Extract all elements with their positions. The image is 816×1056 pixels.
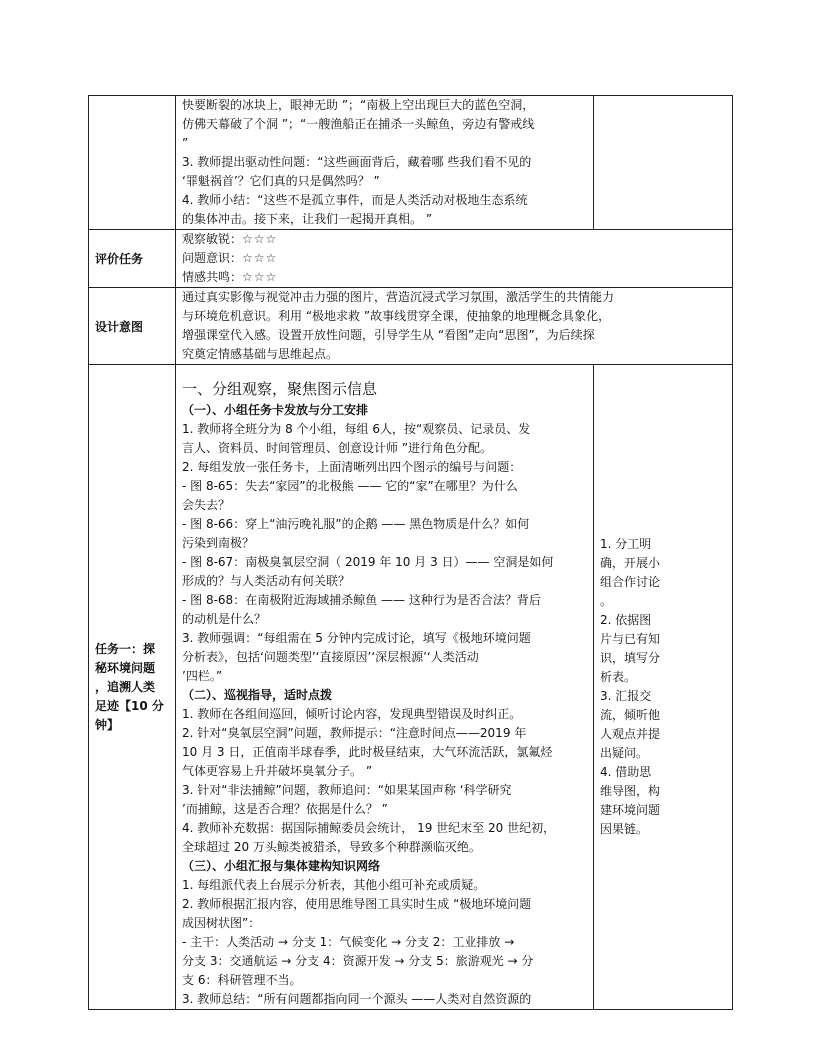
text-line: 3. 教师总结：“所有问题都指向同一个源头 ——人类对自然资源的 <box>182 992 532 1006</box>
row1-text <box>176 96 593 229</box>
lesson-plan-table <box>88 95 733 1010</box>
text-line: - 图 8-65：失去“家园”的北极熊 —— 它的“家”在哪里？为什么 <box>182 479 518 493</box>
task1-label-line: 秘环境问题 <box>95 660 156 675</box>
text-line: 形成的？与人类活动有何关联？ <box>182 574 351 588</box>
text-line: ” <box>182 136 189 150</box>
task1-label-line: 足迹【10 分 <box>95 698 164 713</box>
text-line: 支 6：科研管理不当。 <box>182 973 302 987</box>
text-line: 成因树状图”： <box>182 916 261 930</box>
star-rating-icon: ☆☆☆ <box>242 251 278 265</box>
text-line: ’四栏。” <box>182 669 223 683</box>
text-line: 4. 教师小结：“这些不是孤立事件，而是人类活动对极地生态系统 <box>182 193 528 207</box>
table-row <box>89 230 733 288</box>
student-activity-line: 出疑问。 <box>600 746 649 760</box>
text-line: 的动机是什么？ <box>182 612 267 626</box>
section-heading: 一、分组观察，聚焦图示信息 <box>182 380 378 398</box>
text-line: 10 月 3 日，正值南半球春季，此时极昼结束，大气环流活跃，氯氟烃 <box>182 745 553 759</box>
subsection-heading: （三）、小组汇报与集体建构知识网络 <box>182 859 381 873</box>
text-line: 言人、资料员、时间管理员、创意设计师 ”进行角色分配。 <box>182 441 493 455</box>
text-line: 气体更容易上升并破坏臭氧分子。 ” <box>182 764 373 778</box>
row1-side-cell <box>594 96 733 230</box>
student-activity-line: 析表。 <box>600 670 637 684</box>
row1-content-cell <box>176 96 594 230</box>
text-line: 2. 教师根据汇报内容，使用思维导图工具实时生成 “极地环境问题 <box>182 897 532 911</box>
text-line: 与环境危机意识。利用 “极地求救 ”故事线贯穿全课，使抽象的地理概念具象化， <box>182 309 611 323</box>
text-line: 2. 每组发放一张任务卡，上面清晰列出四个图示的编号与问题： <box>182 460 522 474</box>
evaluation-item <box>182 268 726 287</box>
text-line: - 图 8-68：在南极附近海域捕杀鲸鱼 —— 这种行为是否合法？背后 <box>182 593 541 607</box>
text-line: - 图 8-67：南极臭氧层空洞（ 2019 年 10 月 3 日）—— 空洞是如何 <box>182 555 554 569</box>
student-activity-line: 。 <box>600 594 613 608</box>
table-row <box>89 365 733 1010</box>
table-row <box>89 288 733 365</box>
evaluation-item <box>182 230 726 249</box>
text-line: 3. 针对“非法捕鲸”问题，教师追问：“如果某国声称 ‘科学研究 <box>182 783 512 797</box>
student-activity-line: 流，倾听他 <box>600 708 661 722</box>
evaluation-label-cell <box>89 230 176 288</box>
task1-side-cell <box>594 365 733 1010</box>
evaluation-item-name: 情感共鸣： <box>182 270 243 284</box>
text-line: - 主干：人类活动 → 分支 1：气候变化 → 分支 2：工业排放 → <box>182 935 515 949</box>
student-activity-line: 识，填写分 <box>600 651 661 665</box>
design-label: 设计意图 <box>95 319 144 334</box>
text-line: 全球超过 20 万头鲸类被猎杀，导致多个种群濒临灭绝。 <box>182 840 481 854</box>
text-line: 通过真实影像与视觉冲击力强的图片，营造沉浸式学习氛围，激活学生的共情能力 <box>182 290 615 304</box>
student-activity-line: 组合作讨论 <box>600 575 661 589</box>
text-line: 1. 教师在各组间巡回，倾听讨论内容，发现典型错误及时纠正。 <box>182 707 522 721</box>
student-activity-line: 片与已有知 <box>600 632 661 646</box>
evaluation-item-name: 问题意识： <box>182 251 243 265</box>
text-line: 1. 教师将全班分为 8 个小组，每组 6人，按“观察员、记录员、发 <box>182 422 531 436</box>
task1-label <box>89 365 175 1009</box>
student-activity-line: 建环境问题 <box>600 803 661 817</box>
text-line: 会失去？ <box>182 498 231 512</box>
student-activity-line: 确，开展小 <box>600 556 661 570</box>
task1-label-cell <box>89 365 176 1010</box>
evaluation-content-cell <box>176 230 733 288</box>
text-line: 污染到南极？ <box>182 536 255 550</box>
text-line: 增强课堂代入感。设置开放性问题，引导学生从 “看图”走向“思图”，为后续探 <box>182 328 595 342</box>
star-rating-icon: ☆☆☆ <box>242 232 278 246</box>
text-line: 仿佛天幕破了个洞 ”；“一艘渔船正在捕杀一头鲸鱼，旁边有警戒线 <box>182 117 535 131</box>
text-line: 分析表》，包括‘问题类型’‘直接原因’‘深层根源’‘人类活动 <box>182 650 479 664</box>
star-rating-icon: ☆☆☆ <box>242 270 278 284</box>
evaluation-item <box>182 249 726 268</box>
evaluation-label: 评价任务 <box>95 252 144 266</box>
task1-body <box>176 377 593 1009</box>
evaluation-list <box>176 230 732 287</box>
text-line: - 图 8-66：穿上“油污晚礼服”的企鹅 —— 黑色物质是什么？如何 <box>182 517 530 531</box>
text-line: 4. 教师补充数据：据国际捕鲸委员会统计， 19 世纪末至 20 世纪初， <box>182 821 556 835</box>
text-line: 3. 教师提出驱动性问题：“这些画面背后，藏着哪 些我们看不见的 <box>182 155 532 169</box>
task1-label-line: 钟】 <box>95 717 120 732</box>
student-activity-line: 3. 汇报交 <box>600 689 652 703</box>
student-activity-line: 人观点并提 <box>600 727 661 741</box>
text-line: 1. 每组派代表上台展示分析表，其他小组可补充或质疑。 <box>182 878 486 892</box>
task1-label-line: ，追溯人类 <box>95 679 156 694</box>
text-line: 分支 3：交通航运 → 分支 4：资源开发 → 分支 5：旅游观光 → 分 <box>182 954 534 968</box>
student-activity-line: 4. 借助思 <box>600 765 652 779</box>
text-line: 快要断裂的冰块上，眼神无助 ”；“南极上空出现巨大的蓝色空洞， <box>182 98 535 112</box>
text-line: 2. 针对“臭氧层空洞”问题，教师提示：“注意时间点——2019 年 <box>182 726 527 740</box>
evaluation-item-name: 观察敏锐： <box>182 232 243 246</box>
student-activity-text <box>594 365 732 1009</box>
design-content-cell <box>176 288 733 365</box>
row1-label-cell <box>89 96 176 230</box>
task1-text <box>182 401 587 1009</box>
student-activity-line: 因果链。 <box>600 822 649 836</box>
table-row <box>89 96 733 230</box>
design-label-cell <box>89 288 176 365</box>
text-line: 究奠定情感基础与思维起点。 <box>182 347 339 361</box>
student-activity-line: 维导图，构 <box>600 784 661 798</box>
student-activity-line: 2. 依据图 <box>600 613 652 627</box>
text-line: ‘罪魁祸首’？它们真的只是偶然吗？ ” <box>182 174 380 188</box>
subsection-heading: （一）、小组任务卡发放与分工安排 <box>182 403 369 417</box>
task1-label-line: 任务一：探 <box>95 641 156 656</box>
subsection-heading: （二）、巡视指导，适时点拨 <box>182 688 333 702</box>
design-text <box>176 288 732 364</box>
text-line: 3. 教师强调：“每组需在 5 分钟内完成讨论，填写《极地环境问题 <box>182 631 531 645</box>
text-line: 的集体冲击。接下来，让我们一起揭开真相。 ” <box>182 212 433 226</box>
task1-content-cell <box>176 365 594 1010</box>
student-activity-line: 1. 分工明 <box>600 537 652 551</box>
text-line: ’而捕鲸，这是否合理？依据是什么？ ” <box>182 802 388 816</box>
